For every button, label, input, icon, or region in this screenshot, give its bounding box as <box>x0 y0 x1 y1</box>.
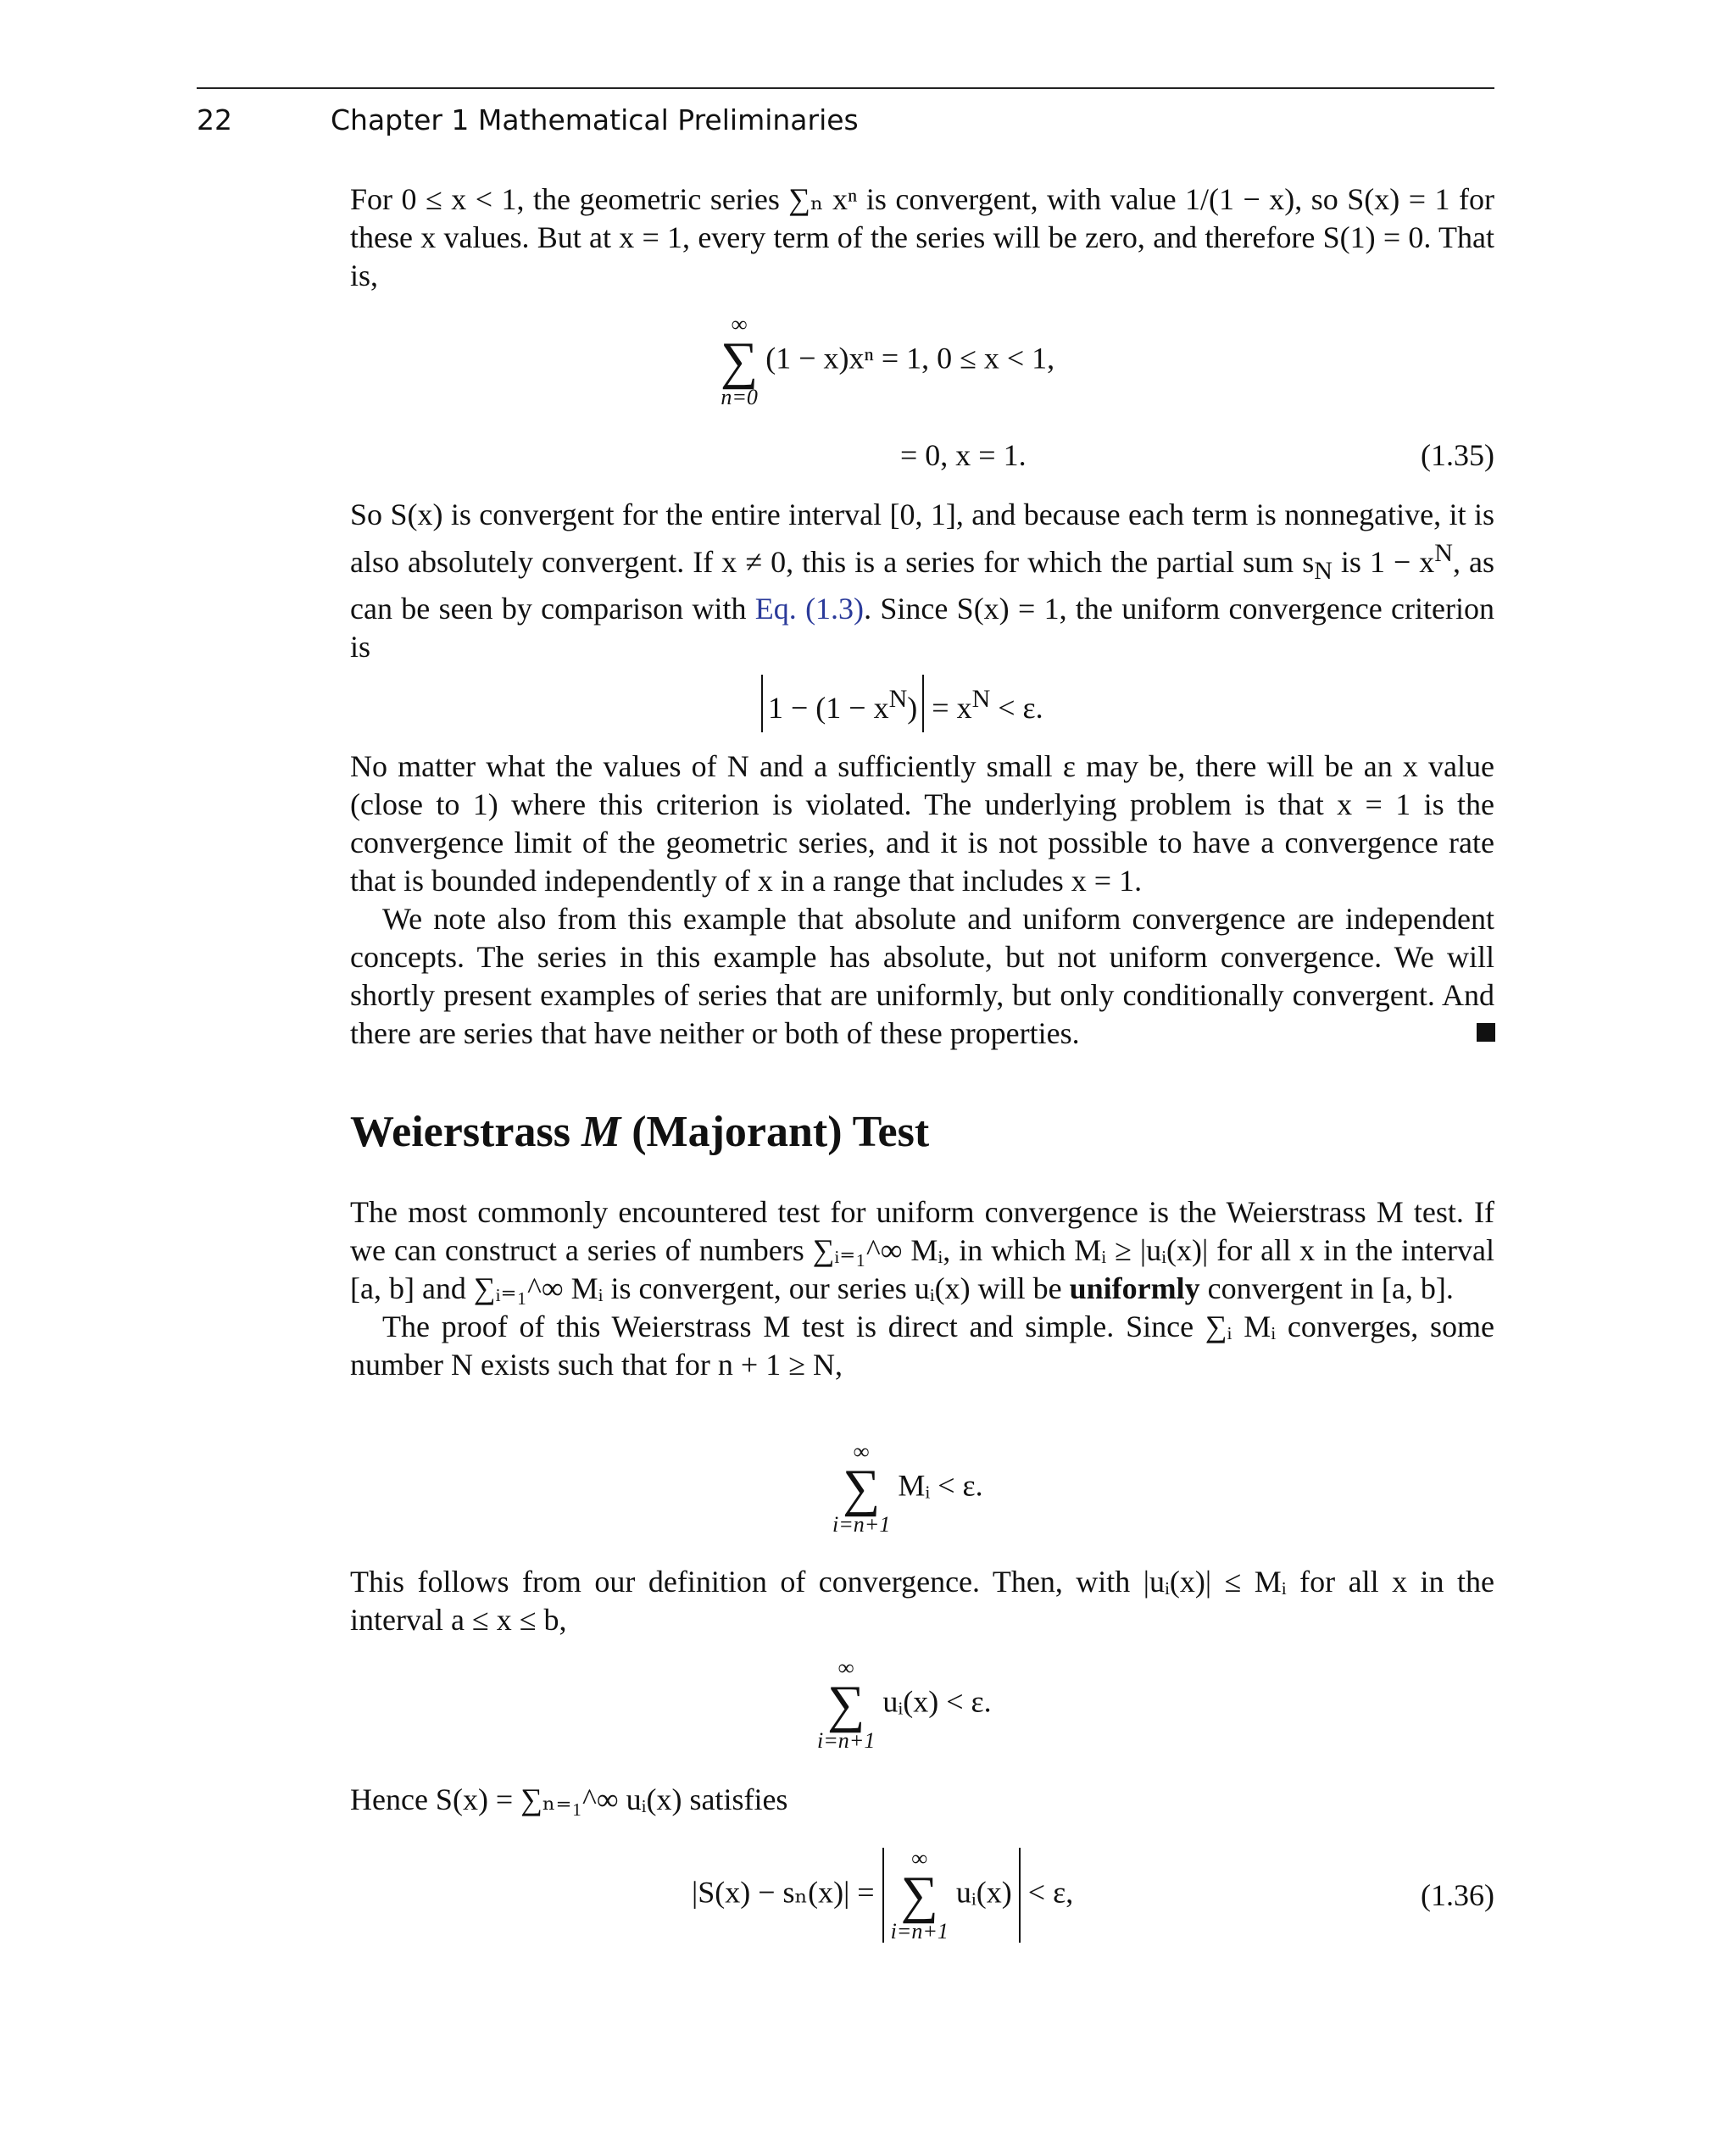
paragraph-5 <box>350 1193 1494 1384</box>
header-rule <box>197 87 1494 89</box>
equation-1-35-line2: = 0, x = 1. <box>900 438 1027 472</box>
equation-majorant-sum: ∞ ∑ i=n+1 Mᵢ < ε. <box>832 1439 983 1537</box>
equation-1-36: |S(x) − sₙ(x)| = ∞ ∑ i=n+1 uᵢ(x) < ε, <box>692 1846 1074 1944</box>
chapter-title: Chapter 1 Mathematical Preliminaries <box>331 103 859 136</box>
page-number: 22 <box>197 103 232 136</box>
paragraph-5-text: The most commonly encountered test for uniform convergence is the Weierstrass M test. If we can construct a series of numbers ∑ᵢ₌₁^∞ Mᵢ, in which Mᵢ ≥ |uᵢ(x)| for all x in the interval [a, b] and ∑ᵢ₌₁^∞ Mᵢ is convergent, our series uᵢ(x) will be uniformly convergent in [a, b]. <box>350 1195 1494 1305</box>
paragraph-3 <box>350 748 1494 1053</box>
paragraph-3-text: No matter what the values of N and a sufficiently small ε may be, there will be an x value (close to 1) where this criterion is violated. The underlying problem is that x = 1 is the convergence limit of the geometric series, and it is not possible to have a convergence rate that is bounded independently of x in a range that includes x = 1. <box>350 749 1494 898</box>
equation-1-35-body: (1 − x)xⁿ = 1, 0 ≤ x < 1, <box>765 341 1055 375</box>
equation-number-1-35: (1.35) <box>1421 438 1494 472</box>
equation-u-sum: ∞ ∑ i=n+1 uᵢ(x) < ε. <box>817 1655 992 1753</box>
section-heading: Weierstrass M (Majorant) Test <box>350 1108 930 1156</box>
absolute-value: $1 - (1 - x^N)$ <box>761 675 924 732</box>
paragraph-4-text: We note also from this example that absolute and uniform convergence are independent concepts. The series in this example has absolute, but not uniform convergence. We will shortly present examples of series that are uniformly, but only conditionally convergent. And there are series that have neither or both of these properties. <box>350 902 1494 1050</box>
paragraph-2 <box>350 496 1494 666</box>
equation-number-1-36: (1.36) <box>1421 1878 1494 1912</box>
equation-link[interactable]: Eq. (1.3) <box>754 592 865 626</box>
summation-symbol: ∞ ∑ n=0 <box>721 312 759 409</box>
end-of-example-mark <box>1477 1023 1495 1042</box>
paragraph-2-text: So S(x) is convergent for the entire interval [0, 1], and because each term is nonnegative, it is also absolutely convergent. If x ≠ 0, this is a series for which the partial sum $s_N$ is $1 - x^N$, as can be seen by comparison with Eq. (1.3). Since S(x) = 1, the uniform convergence criterion is <box>350 498 1494 665</box>
paragraph-6-text: The proof of this Weierstrass M test is direct and simple. Since ∑ᵢ Mᵢ converges, some number N exists such that for n + 1 ≥ N, <box>350 1310 1494 1382</box>
paragraph-1 <box>350 181 1494 295</box>
paragraph-8 <box>350 1781 1494 1819</box>
paragraph-8-text: Hence S(x) = ∑ₙ₌₁^∞ uᵢ(x) satisfies <box>350 1782 788 1816</box>
paragraph-7-text: This follows from our definition of convergence. Then, with |uᵢ(x)| ≤ Mᵢ for all x in the interval a ≤ x ≤ b, <box>350 1565 1494 1637</box>
paragraph-7 <box>350 1563 1494 1639</box>
summation-symbol: ∞ ∑ i=n+1 <box>890 1846 949 1944</box>
summation-symbol: ∞ ∑ i=n+1 <box>817 1655 876 1753</box>
summation-symbol: ∞ ∑ i=n+1 <box>832 1439 891 1537</box>
absolute-value: ∞ ∑ i=n+1 uᵢ(x) <box>882 1848 1021 1943</box>
paragraph-1-text: For 0 ≤ x < 1, the geometric series ∑ₙ xⁿ is convergent, with value 1/(1 − x), so S(x) = 1 for these x values. But at x = 1, every term of the series will be zero, and therefore S(1) = 0. That is, <box>350 182 1494 292</box>
running-header <box>197 103 1494 146</box>
equation-1-35-line1 <box>721 314 1054 409</box>
criterion-equation: $1 - (1 - x^N) = x^N < \varepsilon$. <box>761 675 1043 732</box>
